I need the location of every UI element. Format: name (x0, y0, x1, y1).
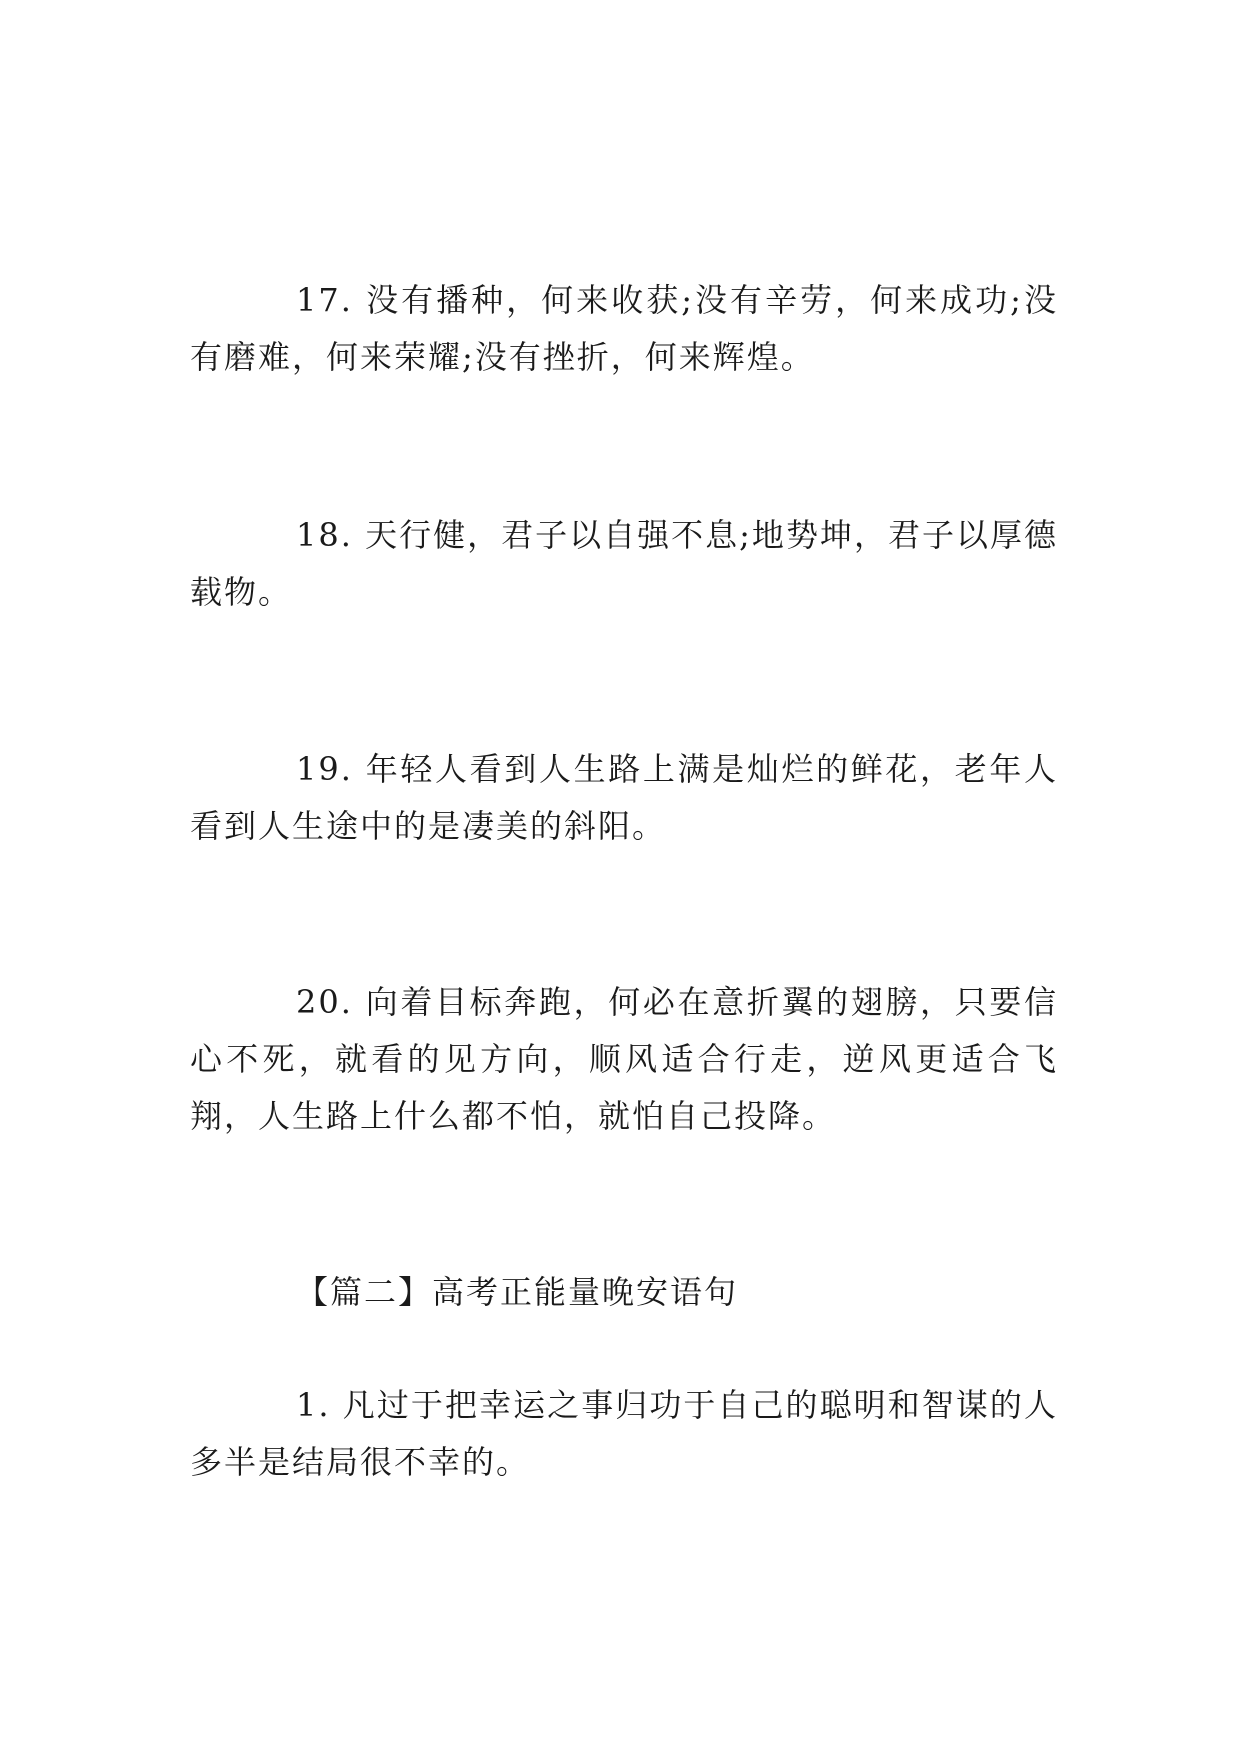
quote-paragraph-18: 18. 天行健，君子以自强不息;地势坤，君子以厚德载物。 (190, 516, 1058, 611)
section-heading: 【篇二】高考正能量晚安语句 (296, 1273, 739, 1311)
quote-paragraph-19: 19. 年轻人看到人生路上满是灿烂的鲜花，老年人看到人生途中的是凄美的斜阳。 (190, 750, 1058, 845)
quote-paragraph-17: 17. 没有播种，何来收获;没有辛劳，何来成功;没有磨难，何来荣耀;没有挫折，何来辉煌。 (190, 281, 1058, 376)
quote-paragraph-20: 20. 向着目标奔跑，何必在意折翼的翅膀，只要信心不死，就看的见方向，顺风适合行走，逆风更适合飞翔，人生路上什么都不怕，就怕自己投降。 (190, 983, 1058, 1135)
section-quote-paragraph-1: 1. 凡过于把幸运之事归功于自己的聪明和智谋的人多半是结局很不幸的。 (190, 1386, 1058, 1481)
